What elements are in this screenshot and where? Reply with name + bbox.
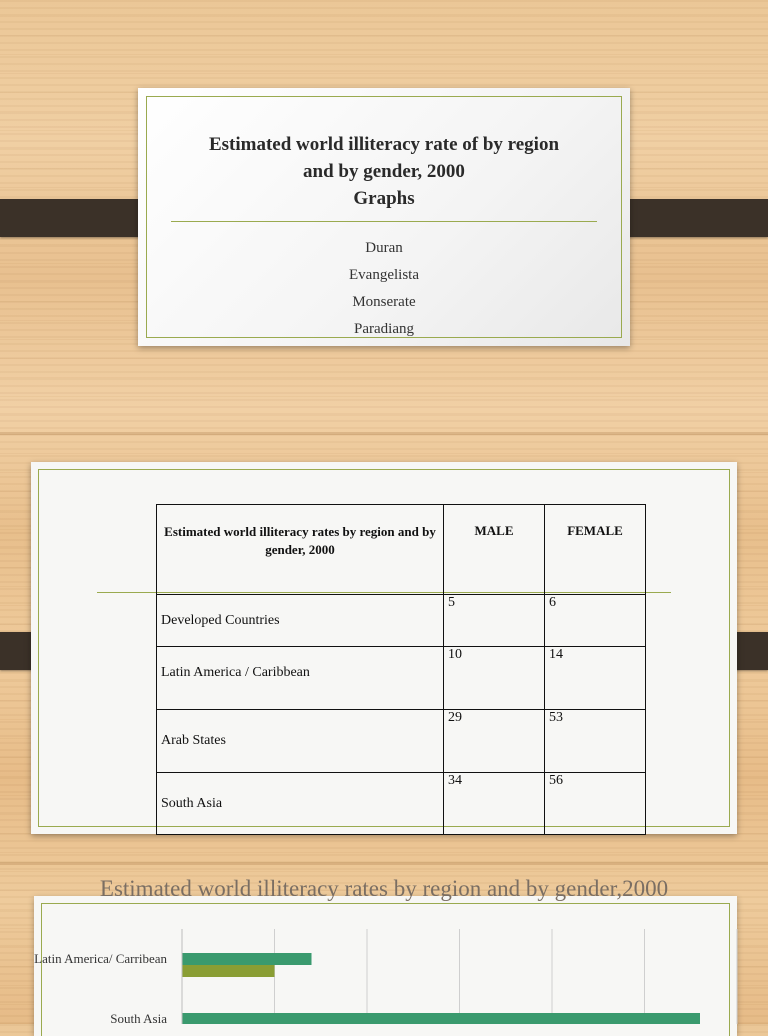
- row-region: Developed Countries: [157, 595, 444, 647]
- bar-series-1-latin-america: [182, 965, 275, 977]
- row-male: 34: [444, 773, 545, 835]
- bar-series-0-south-asia: [182, 1013, 700, 1024]
- row-female: 56: [545, 773, 646, 835]
- author-name: Paradiang: [354, 321, 414, 337]
- author-name: Duran: [365, 240, 403, 256]
- row-region: South Asia: [157, 773, 444, 835]
- category-label: Latin America/ Carribean: [34, 951, 167, 966]
- row-female: 6: [545, 595, 646, 647]
- header-female: FEMALE: [545, 505, 646, 595]
- chart-title: Estimated world illiteracy rates by region and by gender,2000: [99, 876, 669, 901]
- author-name: Evangelista: [349, 267, 419, 283]
- row-female: 53: [545, 710, 646, 773]
- header-region: Estimated world illiteracy rates by region and by gender, 2000: [157, 505, 444, 595]
- title-line-1: Estimated world illiteracy rate of by region: [208, 134, 560, 155]
- row-female: 14: [545, 647, 646, 710]
- row-male: 5: [444, 595, 545, 647]
- title-line-2: and by gender, 2000: [303, 161, 465, 182]
- row-male: 10: [444, 647, 545, 710]
- bar-series-0-latin-america: [182, 953, 312, 965]
- author-name: Monserate: [352, 294, 416, 310]
- row-male: 29: [444, 710, 545, 773]
- row-region: Latin America / Caribbean: [157, 647, 444, 710]
- title-line-3: Graphs: [353, 188, 415, 209]
- row-region: Arab States: [157, 710, 444, 773]
- category-label: South Asia: [110, 1011, 167, 1024]
- header-male: MALE: [444, 505, 545, 595]
